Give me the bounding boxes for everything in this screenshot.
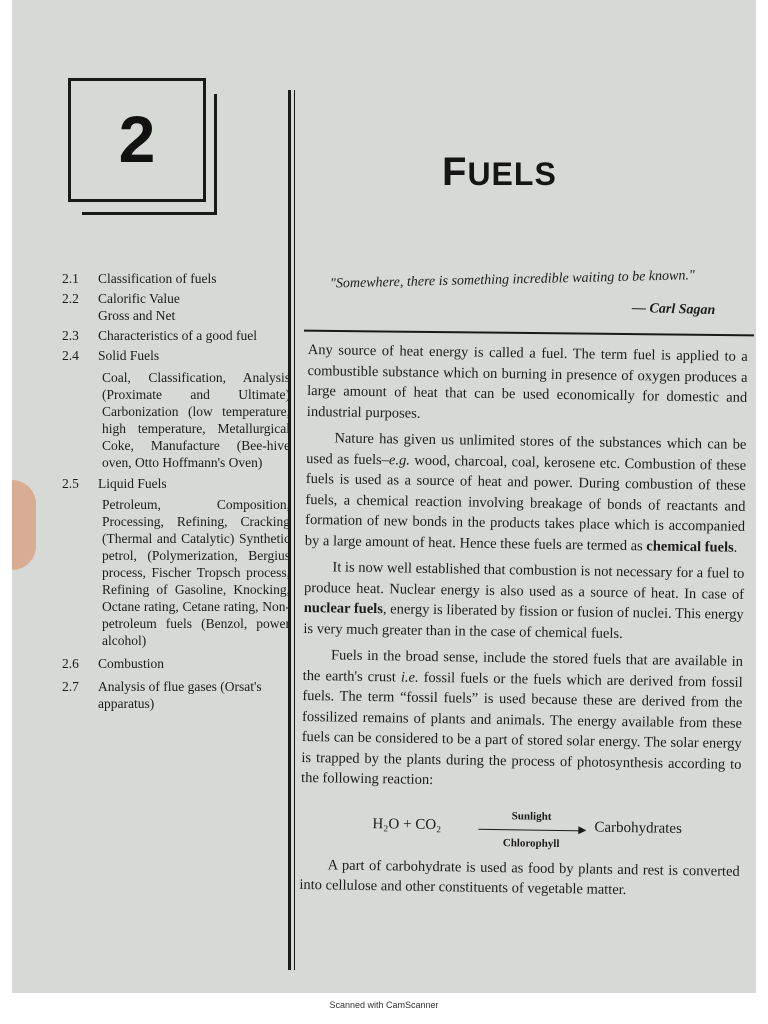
title-rest: UELS (467, 156, 557, 192)
toc-item (62, 327, 290, 344)
text-run: Nature has given us unlimited stores of the substances which can be used as fuels– (306, 430, 747, 468)
arrow-label-top: Sunlight (511, 809, 552, 823)
toc-item (62, 475, 290, 492)
toc-label: Combustion (98, 656, 165, 671)
thumb-shadow (12, 480, 36, 570)
toc-label-line2: Gross and Net (98, 308, 176, 323)
arrow-icon (478, 829, 584, 832)
arrow-label-bottom: Chlorophyll (502, 837, 560, 851)
toc-item (62, 290, 290, 324)
text-run: , energy is liberated by fission or fusion of nuclei. This energy is very much greater than in the case of chemical fuels. (303, 601, 744, 642)
epigraph-author: — Carl Sagan (631, 300, 716, 319)
chapter-number: 2 (118, 102, 156, 176)
horizontal-rule (304, 330, 754, 337)
toc-item (62, 655, 290, 672)
toc-label: Classification of fuels (98, 271, 217, 286)
paragraph (303, 557, 744, 646)
text-italic: e.g. (388, 451, 411, 469)
toc-number: 2.5 (62, 476, 79, 491)
toc-number: 2.1 (62, 271, 79, 286)
paragraph: Any source of heat energy is called a fuel. The term fuel is applied to a combustible substance which on burning in presence of oxygen produces a large amount of heat that can be used economically for domestic and industrial purposes. (306, 341, 748, 422)
toc-label: Characteristics of a good fuel (98, 328, 257, 343)
book-page (12, 0, 756, 993)
toc-subtopics: Coal, Classification, Analysis (Proximate and Ultimate) Carbonization (low temperature, high temperature, Metallurgical Coke, Manufacture (Bee-hive oven, Otto Hoffmann's Oven) (102, 370, 290, 470)
paragraph (301, 645, 743, 795)
text-run: Fuels in the broad sense, include the stored fuels that are available in the earth's crust (302, 647, 744, 686)
text-run: It is now well established that combustion is not necessary for a fuel to produce heat. Nuclear energy is also used as a source of heat. In case of (303, 559, 745, 603)
chapter-number-box (68, 78, 206, 202)
paragraph (305, 428, 747, 558)
toc-label: Analysis of flue gases (Orsat's apparatus) (98, 679, 262, 711)
text-bold: chemical fuels (646, 537, 734, 556)
toc-item (62, 678, 290, 712)
equation-products: Carbohydrates (594, 819, 682, 837)
toc-label: Solid Fuels (98, 348, 160, 363)
text-run: fossil fuels or the fuels which are derived from fossil fuels. The term “fossil fuels” is used because these are derived from the fossilized remains of plants and animals. The energy available from these fuels can be considered to be a part of stored solar energy. The solar energy is trapped by the plants during the process of photosynthesis according to the following reaction: (300, 669, 743, 789)
text-bold: nuclear fuels (303, 599, 384, 618)
toc-number: 2.7 (62, 679, 79, 694)
vertical-rule-thin (294, 90, 295, 970)
toc-label: Liquid Fuels (98, 476, 167, 491)
toc-item (62, 270, 290, 287)
toc-number: 2.4 (62, 348, 79, 363)
paragraph: A part of carbohydrate is used as food by plants and rest is converted into cellulose and other constituents of vegetable matter. (299, 856, 740, 899)
equation-reactants: H₂O + CO₂ (372, 815, 442, 833)
text-italic: i.e. (400, 669, 419, 686)
chapter-body (299, 340, 748, 908)
text-run: wood, charcoal, coal, kerosene etc. Combustion of these fuels is used as a source of heat and power. During combustion of these fuels, a chemical reaction involving breakage of bonds of reactants and formation of new bonds in the products takes place which is accompanied by a large amount of heat. Hence these fuels are termed as (304, 452, 747, 554)
toc-item (62, 347, 290, 364)
toc-label: Calorific Value (98, 291, 180, 306)
reaction-arrow (478, 805, 585, 855)
epigraph-quote: "Somewhere, there is something incredible waiting to be known." (329, 268, 695, 292)
toc-number: 2.6 (62, 656, 79, 671)
text-run: . (733, 539, 738, 556)
scanner-watermark: Scanned with CamScanner (329, 1000, 439, 1010)
toc-subtopics: Petroleum, Composition, Processing, Refining, Cracking (Thermal and Catalytic) Synthetic petrol, (Polymerization, Bergius process, Fischer Tropsch process, Refining of Gasoline, Knocking, Octane rating, Cetane rating, Non-petroleum fuels (Benzol, power alcohol) (102, 497, 290, 648)
chapter-contents (62, 270, 290, 712)
photosynthesis-equation (300, 802, 741, 853)
title-initial: F (442, 150, 468, 194)
toc-number: 2.2 (62, 291, 79, 306)
toc-number: 2.3 (62, 328, 79, 343)
chapter-title (442, 150, 557, 195)
